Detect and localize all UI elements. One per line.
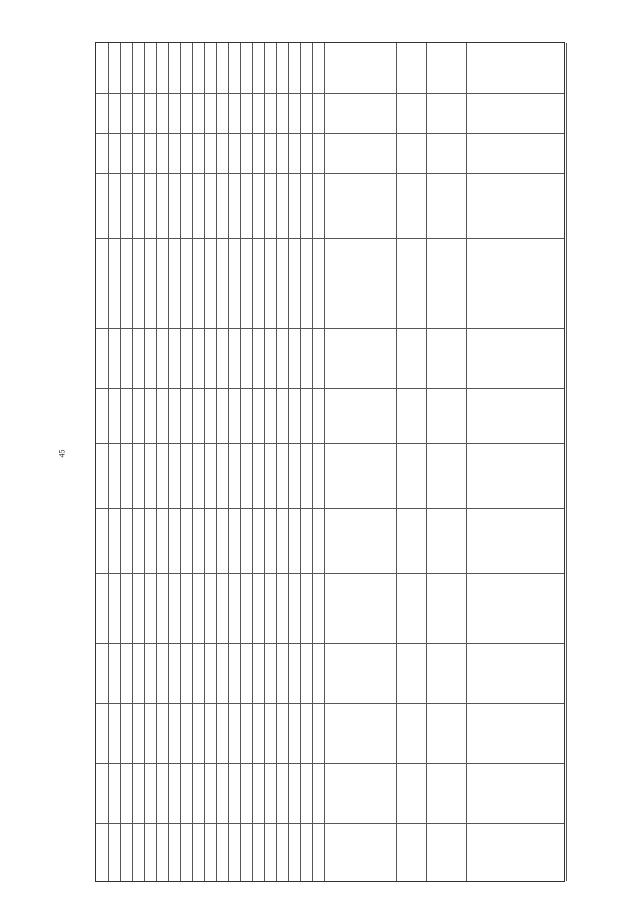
column-divider [240,43,241,881]
column-divider [324,43,325,881]
row-divider [96,823,564,824]
column-divider [426,43,427,881]
column-divider [264,43,265,881]
row-divider [96,643,564,644]
row-divider [96,443,564,444]
column-divider [216,43,217,881]
row-divider [96,238,564,239]
column-divider [396,43,397,881]
row-divider [96,573,564,574]
column-divider [204,43,205,881]
column-divider [132,43,133,881]
column-divider [228,43,229,881]
column-divider [144,43,145,881]
column-divider [276,43,277,881]
row-divider [96,328,564,329]
row-divider [96,133,564,134]
row-divider [96,93,564,94]
row-divider [96,173,564,174]
program-indicators-table [95,42,565,882]
column-divider [108,43,109,881]
column-divider [566,43,567,881]
column-divider [312,43,313,881]
column-divider [168,43,169,881]
row-divider [96,508,564,509]
page-number: 45 [57,449,67,458]
column-divider [288,43,289,881]
column-divider [180,43,181,881]
column-divider [120,43,121,881]
column-divider [466,43,467,881]
row-divider [96,763,564,764]
column-divider [156,43,157,881]
row-divider [96,388,564,389]
column-divider [300,43,301,881]
row-divider [96,703,564,704]
column-divider [252,43,253,881]
column-divider [192,43,193,881]
